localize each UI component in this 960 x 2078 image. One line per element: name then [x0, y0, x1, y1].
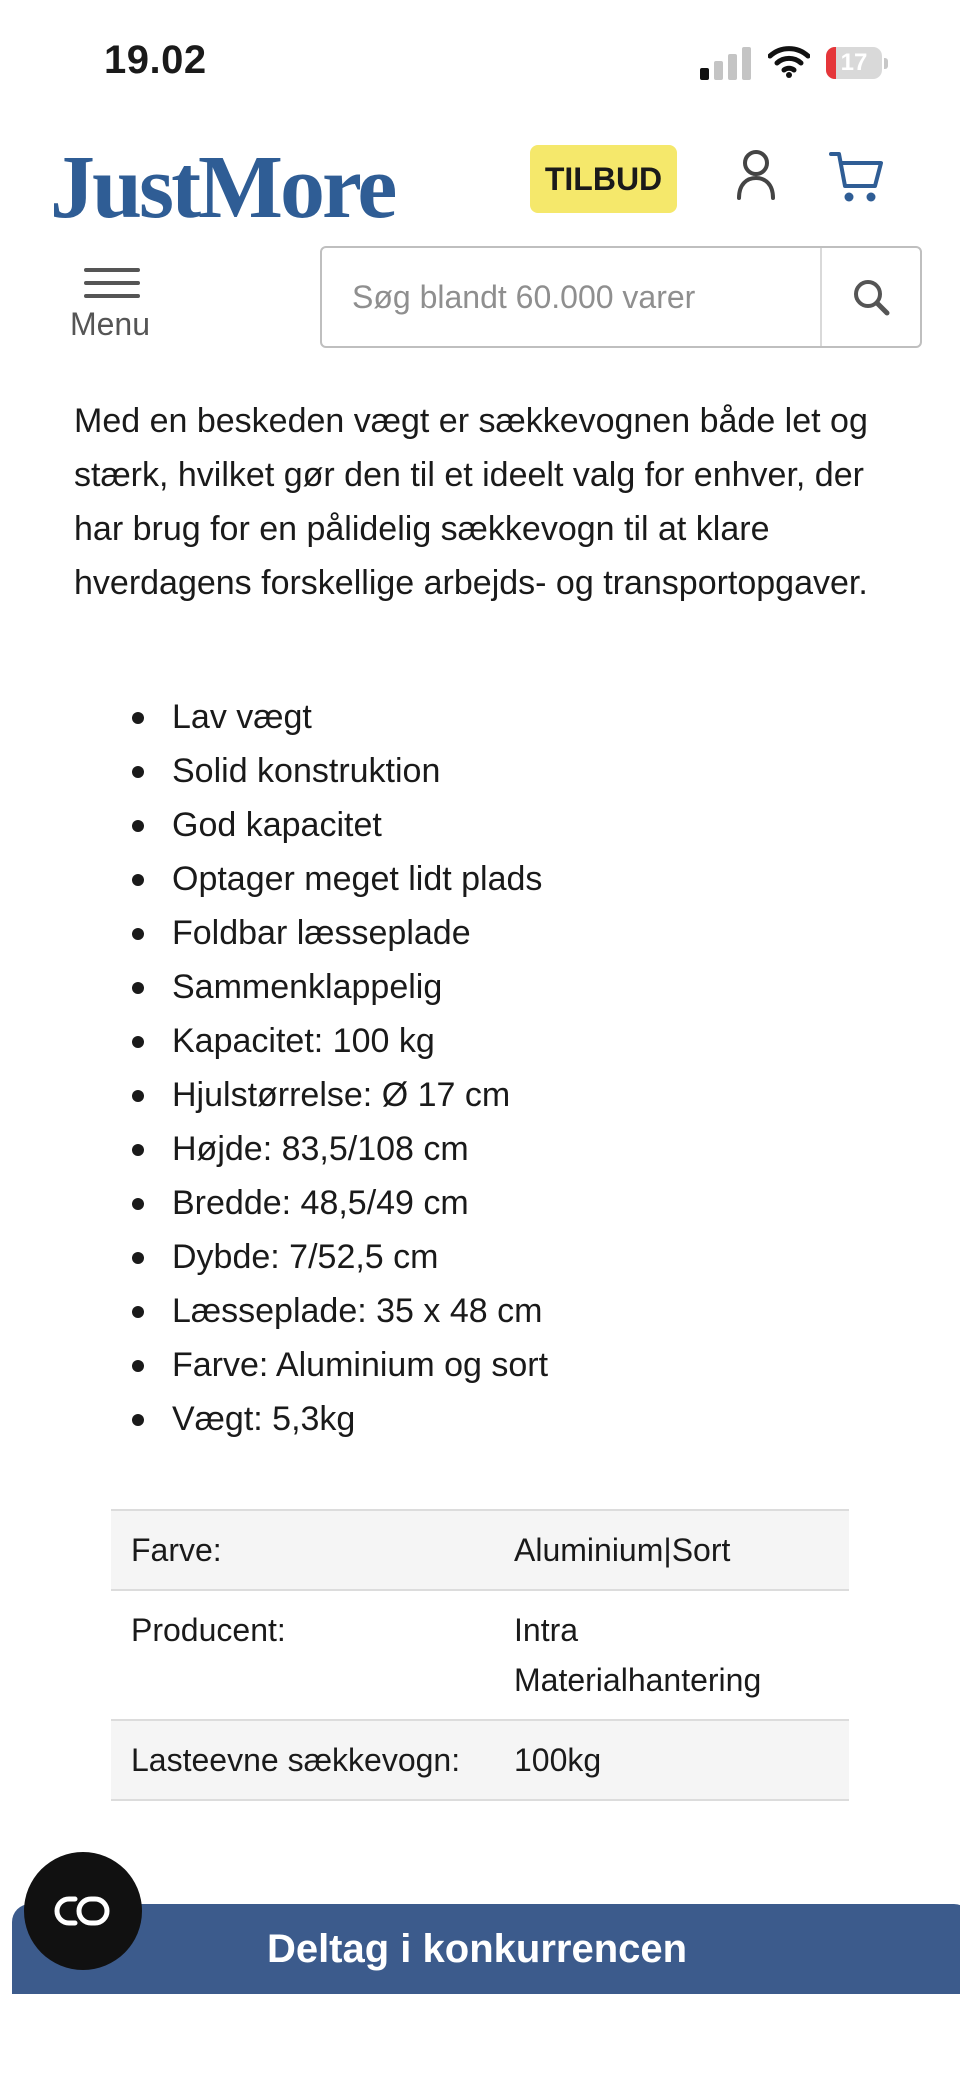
account-icon[interactable]	[735, 148, 777, 202]
cellular-signal-icon	[700, 46, 752, 80]
status-time: 19.02	[104, 38, 207, 82]
battery-icon	[826, 47, 888, 81]
battery-level: 17	[840, 49, 868, 76]
table-row	[111, 1720, 849, 1800]
feature-item: God kapacitet	[0, 798, 548, 852]
search-bar	[320, 246, 922, 348]
spec-value: Aluminium|Sort	[494, 1510, 849, 1590]
chat-icon	[53, 1893, 113, 1929]
spec-value: 100kg	[494, 1720, 849, 1800]
product-description: Med en beskeden vægt er sækkevognen både let og stærk, hvilket gør den til et ideelt valg for enhver, der har brug for en pålidelig sækkevogn til at klare hverdagens forskellige arbejds- og transportopgaver.	[74, 402, 868, 602]
search-icon	[851, 277, 891, 317]
feature-item: Højde: 83,5/108 cm	[0, 1122, 548, 1176]
feature-item: Solid konstruktion	[0, 744, 548, 798]
feature-item: Hjulstørrelse: Ø 17 cm	[0, 1068, 548, 1122]
spec-label: Farve:	[111, 1510, 494, 1590]
justmore-logo[interactable]: JustMore	[50, 138, 395, 237]
feature-item: Farve: Aluminium og sort	[0, 1338, 548, 1392]
feature-item: Læsseplade: 35 x 48 cm	[0, 1284, 548, 1338]
feature-item: Sammenklappelig	[0, 960, 548, 1014]
cart-icon[interactable]	[828, 148, 884, 206]
chat-button[interactable]	[24, 1852, 142, 1970]
menu-label: Menu	[69, 306, 151, 342]
table-row	[111, 1510, 849, 1590]
feature-item: Dybde: 7/52,5 cm	[0, 1230, 548, 1284]
hamburger-icon	[84, 268, 140, 272]
feature-item: Lav vægt	[0, 690, 548, 744]
feature-item: Foldbar læsseplade	[0, 906, 548, 960]
spec-value: Intra Materialhantering	[494, 1590, 849, 1720]
feature-item: Kapacitet: 100 kg	[0, 1014, 548, 1068]
feature-item: Bredde: 48,5/49 cm	[0, 1176, 548, 1230]
spec-label: Producent:	[111, 1590, 494, 1720]
wifi-icon	[768, 44, 810, 78]
feature-list	[0, 690, 548, 1446]
status-bar	[0, 0, 960, 120]
search-input[interactable]	[322, 248, 822, 346]
feature-item: Vægt: 5,3kg	[0, 1392, 548, 1446]
tilbud-button[interactable]: TILBUD	[530, 145, 677, 213]
spec-label: Lasteevne sækkevogn:	[111, 1720, 494, 1800]
feature-item: Optager meget lidt plads	[0, 852, 548, 906]
join-contest-button[interactable]: Deltag i konkurrencen	[12, 1904, 960, 1994]
specification-table	[111, 1509, 849, 1801]
table-row	[111, 1590, 849, 1720]
search-button[interactable]	[820, 248, 920, 346]
menu-button[interactable]	[60, 262, 160, 352]
